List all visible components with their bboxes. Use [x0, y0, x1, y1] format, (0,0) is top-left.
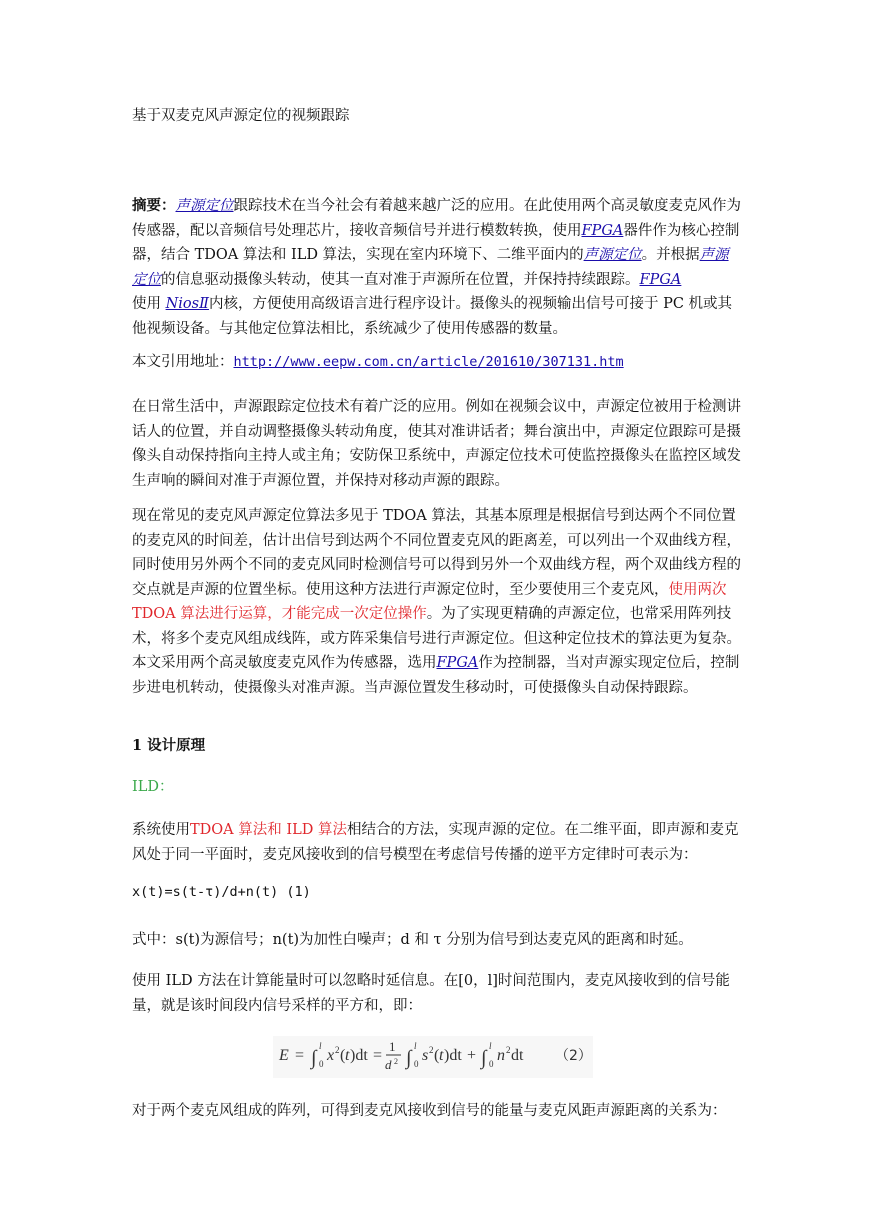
keyword-link[interactable]: FPGA: [436, 655, 479, 671]
svg-text:∫: ∫: [406, 1047, 412, 1069]
keyword-link[interactable]: FPGA: [581, 222, 624, 239]
paragraph-text: 作为控制器，当对声源实现定位后，控制步进电机转动，使摄像头对准声源。当声源位置发生移动时，可使摄像头自动保持跟踪。: [132, 655, 740, 696]
svg-text:E: E: [279, 1047, 289, 1064]
svg-text:)dt: )dt: [444, 1047, 462, 1064]
svg-text:s: s: [422, 1047, 429, 1064]
svg-text:2: 2: [429, 1045, 434, 1055]
section-heading: 1 设计原理: [132, 737, 206, 754]
keyword-link[interactable]: NiosⅡ: [165, 296, 209, 312]
abstract-text: 内核，方便使用高级语言进行程序设计。摄像头的视频输出信号可接于 PC 机或其他视频设备。与其他定位算法相比，系统减少了使用传感器的数量。: [132, 296, 733, 337]
abstract-text: 器件作为核心控制器，结合 TDOA 算法和 ILD 算法，实现在室内环境下、二维平面内的: [132, 222, 740, 263]
svg-text:0: 0: [319, 1059, 324, 1069]
svg-text:2: 2: [335, 1045, 340, 1055]
equation-1: x(t)=s(t-τ)/d+n(t) (1): [132, 884, 311, 900]
svg-text:∫: ∫: [481, 1047, 487, 1069]
equation-2-number: （2）: [555, 1048, 592, 1064]
svg-text:n: n: [497, 1047, 505, 1064]
body-paragraph: 对于两个麦克风组成的阵列，可得到麦克风接收到信号的能量与麦克风距声源距离的关系为：: [132, 1103, 727, 1119]
citation-line: [132, 350, 742, 375]
highlighted-text: 使用两次 TDOA 算法进行运算，才能完成一次定位操作: [132, 581, 727, 622]
keyword-link[interactable]: 声源定位: [132, 247, 729, 288]
svg-text:0: 0: [489, 1059, 494, 1069]
keyword-link[interactable]: FPGA: [639, 271, 682, 288]
body-paragraph: 使用 ILD 方法在计算能量时可以忽略时延信息。在[0，l]时间范围内，麦克风接收到的信号能量，就是该时间段内信号采样的平方和，即：: [132, 973, 730, 1014]
body-paragraph: [132, 818, 742, 867]
keyword-link[interactable]: 声源定位: [175, 198, 234, 214]
svg-text:2: 2: [506, 1045, 511, 1055]
svg-text:(: (: [434, 1047, 440, 1064]
svg-text:+: +: [467, 1047, 477, 1064]
svg-text:)dt: )dt: [350, 1047, 368, 1064]
abstract-label: 摘要：: [132, 197, 176, 214]
page-title: 基于双麦克风声源定位的视频跟踪: [132, 108, 350, 124]
body-paragraph: [132, 504, 742, 700]
svg-text:(: (: [340, 1047, 346, 1064]
svg-text:d: d: [385, 1057, 392, 1072]
svg-text:=: =: [295, 1047, 305, 1064]
svg-text:dt: dt: [511, 1047, 524, 1064]
svg-text:1: 1: [389, 1039, 396, 1054]
abstract-text: 使用: [132, 296, 166, 312]
abstract-text: 。并根据: [641, 247, 700, 263]
ild-label: ILD：: [132, 779, 174, 795]
svg-text:l: l: [489, 1041, 492, 1051]
svg-text:l: l: [414, 1041, 417, 1051]
keyword-link[interactable]: 声源定位: [583, 247, 642, 263]
body-paragraph: 式中：s(t)为源信号；n(t)为加性白噪声；d 和 τ 分别为信号到达麦克风的距离和时延。: [132, 932, 693, 948]
equation-2-image: [273, 1036, 593, 1078]
paragraph-text: 现在常见的麦克风声源定位算法多见于 TDOA 算法，其基本原理是根据信号到达两个不同位置的麦克风的时间差，估计出信号到达两个不同位置麦克风的距离差，可以列出一个双曲线方程，同时使用另外两个不同的麦克风同时检测信号可以得到另外一个双曲线方程，两个双曲线方程的交点就是声源的位置坐标。使用这种方法进行声源定位时，至少要使用三个麦克风，: [132, 508, 741, 598]
paragraph-text: 系统使用: [132, 822, 190, 838]
paragraph-text: 相结合的方法，实现声源的定位。在二维平面，即声源和麦克风处于同一平面时，麦克风接收到的信号模型在考虑信号传播的逆平方定律时可表示为：: [132, 822, 739, 863]
abstract-paragraph: [132, 194, 742, 341]
svg-text:l: l: [319, 1041, 322, 1051]
body-paragraph: 在日常生活中，声源跟踪定位技术有着广泛的应用。例如在视频会议中，声源定位被用于检测讲话人的位置，并自动调整摄像头转动角度，使其对准讲话者；舞台演出中，声源定位跟踪可是摄像头自动保持指向主持人或主角；安防保卫系统中，声源定位技术可使监控摄像头在监控区域发生声响的瞬间对准于声源位置，并保持对移动声源的跟踪。: [132, 399, 741, 489]
svg-text:t: t: [345, 1047, 350, 1064]
svg-text:0: 0: [414, 1059, 419, 1069]
highlighted-text: TDOA 算法和 ILD 算法: [190, 822, 347, 838]
abstract-text: 跟踪技术在当今社会有着越来越广泛的应用。在此使用两个高灵敏度麦克风作为传感器，配以音频信号处理芯片，接收音频信号并进行模数转换，使用: [132, 198, 741, 239]
svg-text:=: =: [373, 1047, 383, 1064]
svg-text:t: t: [439, 1047, 444, 1064]
abstract-text: 的信息驱动摄像头转动，使其一直对准于声源所在位置，并保持持续跟踪。: [161, 271, 640, 288]
svg-text:∫: ∫: [311, 1047, 317, 1069]
svg-text:x: x: [327, 1047, 335, 1064]
svg-text:2: 2: [394, 1057, 398, 1066]
citation-label: 本文引用地址：: [132, 354, 234, 370]
citation-url-link[interactable]: http://www.eepw.com.cn/article/201610/307131.htm: [233, 354, 624, 370]
paragraph-text: 。为了实现更精确的声源定位，也常采用阵列技术，将多个麦克风组成线阵，或方阵采集信号进行声源定位。但这种定位技术的算法更为复杂。本文采用两个高灵敏度麦克风作为传感器，选用: [132, 606, 741, 671]
